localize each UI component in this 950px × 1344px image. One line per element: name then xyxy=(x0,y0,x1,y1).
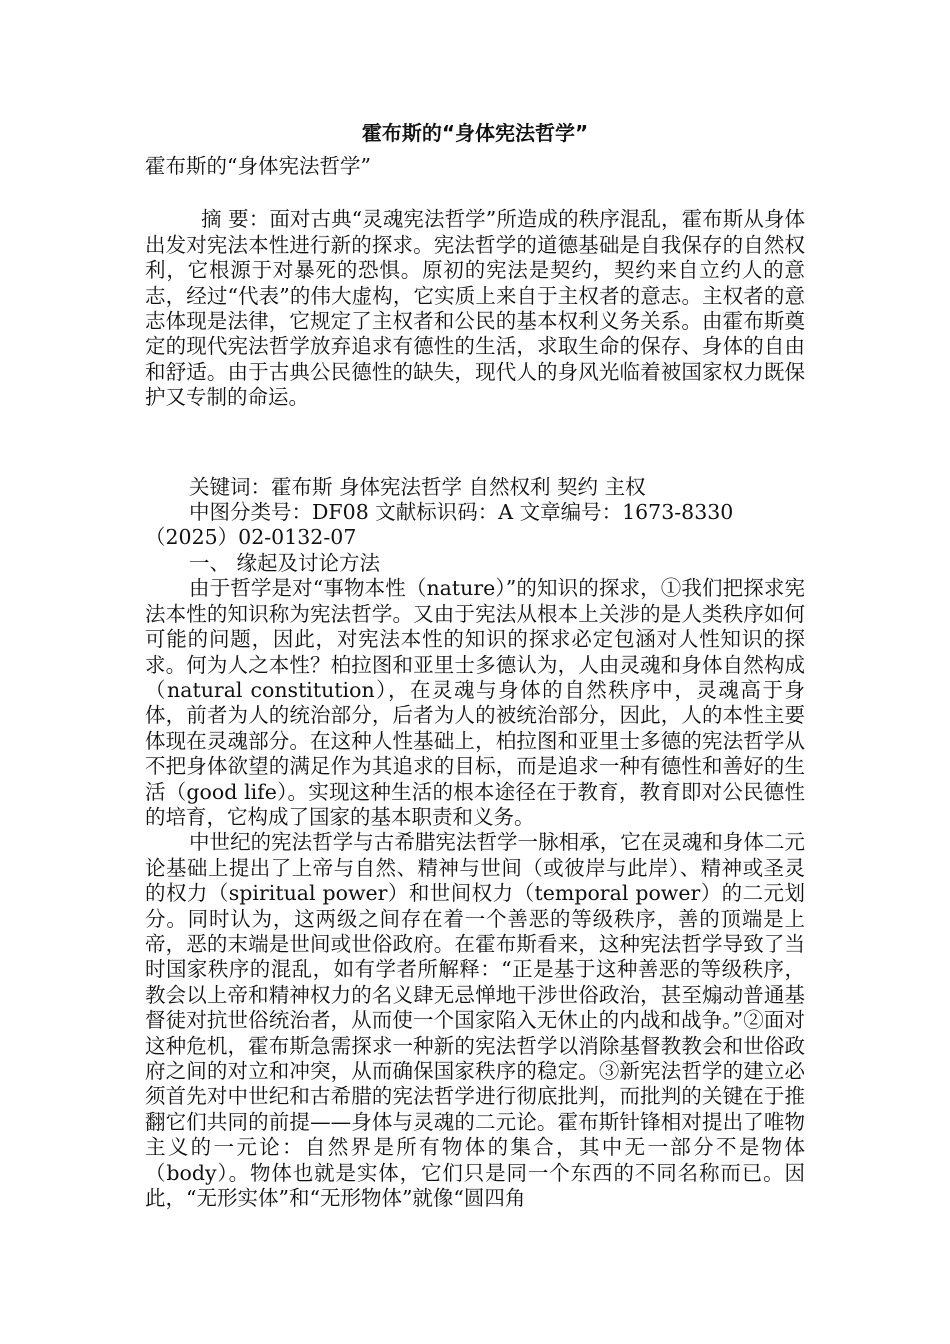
document-subtitle: 霍布斯的“身体宪法哲学” xyxy=(145,154,371,178)
spacer xyxy=(145,179,805,207)
section-heading: 一、 缘起及讨论方法 xyxy=(189,550,381,575)
abstract-paragraph: 摘 要：面对古典“灵魂宪法哲学”所造成的秩序混乱，霍布斯从身体出发对宪法本性进行新的探求。宪法哲学的道德基础是自我保存的自然权利，它根源于对暴死的恐惧。原初的宪法是契约，契约来自立约人的意志，经过“代表”的伟大虚构，它实质上来自于主权者的意志。主权者的意志体现是法律，它规定了主权者和公民的基本权利义务关系。由霍布斯奠定的现代宪法哲学放弃追求有德性的生活，求取生命的保存、身体的自由和舒适。由于古典公民德性的缺失，现代人的身风光临着被国家权力既保护又专制的命运。 xyxy=(145,207,805,410)
document-page xyxy=(145,118,805,1211)
spacer xyxy=(145,411,805,475)
document-title: 霍布斯的“身体宪法哲学” xyxy=(361,121,589,145)
keywords-line: 关键词：霍布斯 身体宪法哲学 自然权利 契约 主权 xyxy=(189,474,646,499)
classification-line: 中图分类号：DF08 文献标识码：A 文章编号：1673-8330（2025）02-0132-07 xyxy=(145,500,734,550)
body-paragraph: 中世纪的宪法哲学与古希腊宪法哲学一脉相承，它在灵魂和身体二元论基础上提出了上帝与自然、精神与世间（或彼岸与此岸）、精神或圣灵的权力（spiritual power）和世间权力（temporal power）的二元划分。同时认为，这两级之间存在着一个善恶的等级秩序，善的顶端是上帝，恶的末端是世间或世俗政府。在霍布斯看来，这种宪法哲学导致了当时国家秩序的混乱，如有学者所解释：“正是基于这种善恶的等级秩序，教会以上帝和精神权力的名义肆无忌惮地干涉世俗政治，甚至煽动普通基督徒对抗世俗统治者，从而使一个国家陷入无休止的内战和战争。”②面对这种危机，霍布斯急需探求一种新的宪法哲学以消除基督教教会和世俗政府之间的对立和冲突，从而确保国家秩序的稳定。③新宪法哲学的建立必须首先对中世纪和古希腊的宪法哲学进行彻底批判，而批判的关键在于推翻它们共同的前提——身体与灵魂的二元论。霍布斯针锋相对提出了唯物主义的一元论：自然界是所有物体的集合，其中无一部分不是物体（body）。物体也就是实体，它们只是同一个东西的不同名称而已。因此，“无形实体”和“无形物体”就像“圆四角 xyxy=(145,830,805,1211)
body-paragraph: 由于哲学是对“事物本性（nature）”的知识的探求，①我们把探求宪法本性的知识称为宪法哲学。又由于宪法从根本上关涉的是人类秩序如何可能的问题，因此，对宪法本性的知识的探求必定包涵对人性知识的探求。何为人之本性？柏拉图和亚里士多德认为，人由灵魂和身体自然构成（natural constitution），在灵魂与身体的自然秩序中，灵魂高于身体，前者为人的统治部分，后者为人的被统治部分，因此，人的本性主要体现在灵魂部分。在这种人性基础上，柏拉图和亚里士多德的宪法哲学从不把身体欲望的满足作为其追求的目标，而是追求一种有德性和善好的生活（good life）。实现这种生活的根本途径在于教育，教育即对公民德性的培育，它构成了国家的基本职责和义务。 xyxy=(145,576,805,829)
